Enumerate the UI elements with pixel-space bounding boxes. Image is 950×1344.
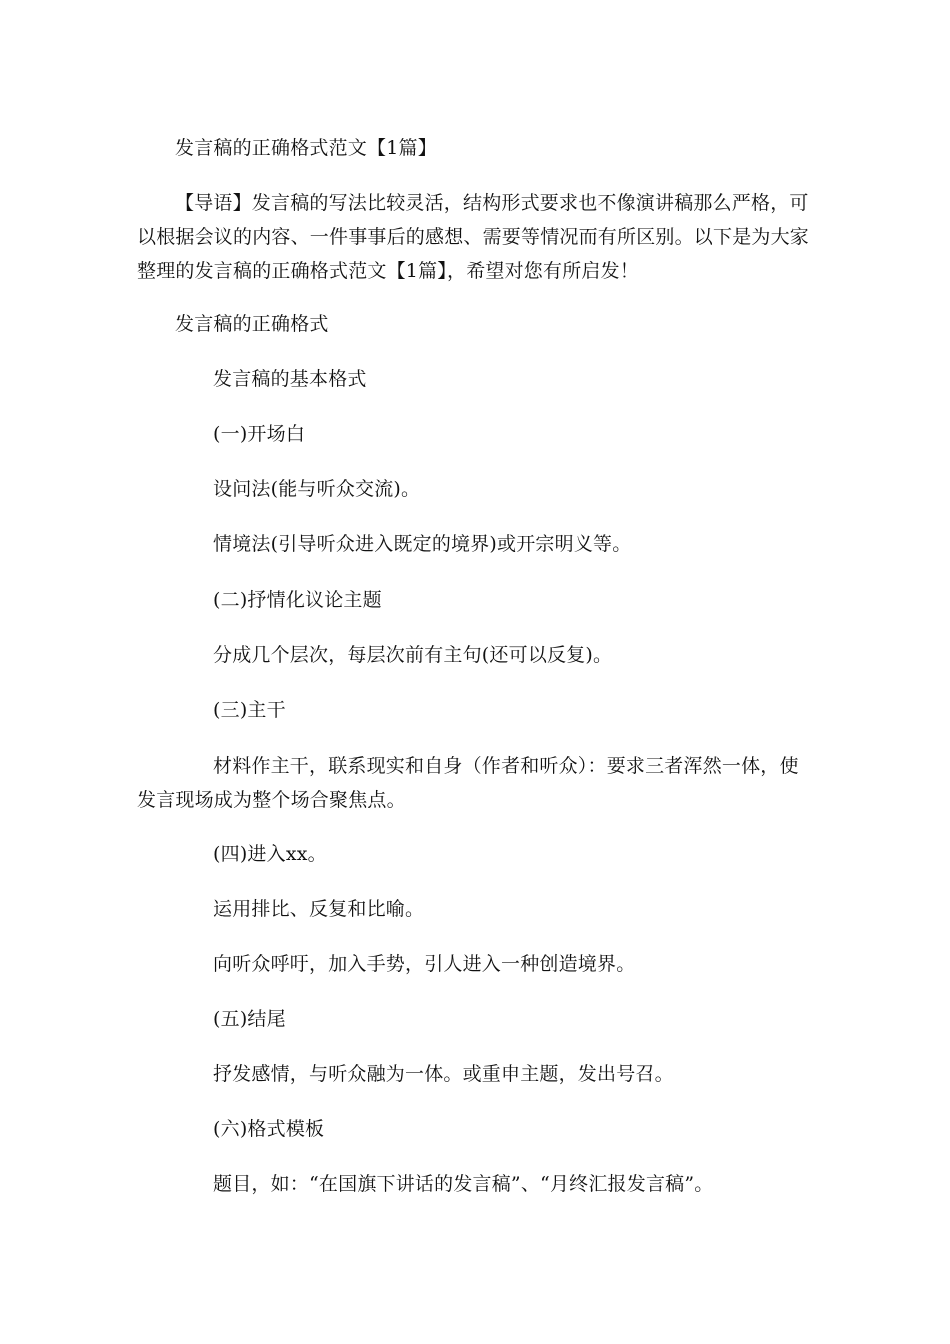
intro-paragraph: 【导语】发言稿的写法比较灵活，结构形式要求也不像演讲稿那么严格，可以根据会议的内容、一件事事后的感想、需要等情况而有所区别。以下是为大家整理的发言稿的正确格式范文【1篇】，希望对您有所启发！ <box>137 192 810 282</box>
item-5-heading: (五)结尾 <box>213 1008 286 1030</box>
item-6-heading: (六)格式模板 <box>213 1118 325 1140</box>
item-6-line-1: 题目，如：“在国旗下讲话的发言稿”、“月终汇报发言稿”。 <box>213 1173 714 1195</box>
item-4-line-1: 运用排比、反复和比喻。 <box>213 898 425 920</box>
item-2-line-1: 分成几个层次，每层次前有主句(还可以反复)。 <box>213 644 613 666</box>
item-4-line-2: 向听众呼吁，加入手势，引人进入一种创造境界。 <box>213 953 636 975</box>
item-3-paragraph: 材料作主干，联系现实和自身（作者和听众）：要求三者浑然一体，使发言现场成为整个场合聚焦点。 <box>137 755 799 811</box>
item-1-line-2: 情境法(引导听众进入既定的境界)或开宗明义等。 <box>213 533 632 555</box>
item-2-heading: (二)抒情化议论主题 <box>213 589 382 611</box>
subheading: 发言稿的基本格式 <box>213 368 367 390</box>
document-title: 发言稿的正确格式范文【1篇】 <box>175 137 437 159</box>
item-5-line-1: 抒发感情，与听众融为一体。或重申主题，发出号召。 <box>213 1063 674 1085</box>
item-1-line-1: 设问法(能与听众交流)。 <box>213 478 421 500</box>
section-heading: 发言稿的正确格式 <box>175 313 329 335</box>
item-1-heading: (一)开场白 <box>213 423 306 445</box>
item-3-heading: (三)主干 <box>213 699 286 721</box>
item-4-heading: (四)进入xx。 <box>213 843 327 865</box>
